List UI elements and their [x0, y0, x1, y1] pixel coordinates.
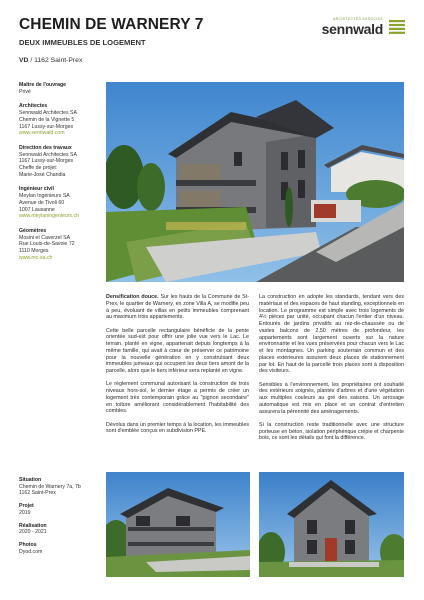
paragraph-text: Sur les hauts de la Commune de St-Prex, le quartier de Warnery, en zone Villa A, se modifie peu à peu, évoluant de villas en petits immeubles comprenant au maximum trois appartements. [106, 294, 249, 321]
body-column-2 [259, 294, 404, 449]
credit-heading: Ingénieur civil [19, 186, 54, 193]
secondary-building-photo-left [106, 472, 250, 577]
credit-line: Privé [19, 88, 31, 95]
credit-line: 1110 Morges [19, 248, 49, 255]
sennwald-logo [289, 17, 409, 41]
paragraph [259, 382, 404, 416]
credit-line: Avenue de Tivoli 60 [19, 199, 65, 206]
logo-mark-icon [389, 20, 405, 34]
building-front-image [259, 472, 404, 577]
credit-line: 1167 Lussy-sur-Morges [19, 158, 74, 165]
engineer-website-link[interactable]: www.meylaningenieurs.ch [19, 213, 79, 220]
fact-line: 2019 [19, 509, 31, 516]
credit-line: Cheffe de projet: [19, 165, 58, 172]
paragraph [259, 422, 404, 442]
credit-line: 1167 Lussy-sur-Morges [19, 123, 74, 130]
credits-sidebar [19, 82, 101, 269]
page-subtitle: DEUX IMMEUBLES DE LOGEMENT [19, 38, 146, 47]
fact-projet [19, 503, 101, 516]
locality: / 1162 Saint-Prex [30, 57, 83, 64]
credit-line: 1007 Lausanne [19, 206, 55, 213]
fact-line: 2020 - 2021 [19, 529, 47, 536]
credit-heading: Direction des travaux [19, 144, 72, 151]
fact-line: Dyod.com [19, 548, 43, 555]
credit-direction [19, 145, 101, 179]
project-location [19, 57, 82, 64]
paragraph-text: La construction en adopte les standards, tendant vers des matériaux et des espaces de haut standing, exceptionnels en location. Le programme est simple avec trois logements de 4½ pièces par unité, occupant chacun l'entier d'un niveau. Entourés de jardins privatifs au rez-de-chaussée ou de vastes balcons de 2,50 mètres de profondeur, les appartements sont largement ouverts sur la nature environnante et les vues préservées pour chacun vers le Lac et les montagnes. Un parking souterrain commun et des places extérieures assurent deux places de stationnement par lot. En haut de la parcelle trois places sont à disposition des visiteurs. [259, 294, 404, 375]
paragraph-lead: Densification douce. [106, 294, 159, 300]
paragraph [106, 422, 249, 436]
facts-sidebar [19, 477, 101, 561]
page-title: CHEMIN DE WARNERY 7 [19, 16, 204, 33]
credit-geometres [19, 228, 101, 262]
paragraph-text: Le règlement communal autorisant la construction de trois niveaux hors-sol, le dernier étage a permis de créer un logement très contemporain grâce au "pignon secondaire" en toiture améliorant considérablement l'habitabilité des combles. [106, 381, 249, 415]
credit-line: Rue Louis-de-Savoie 72 [19, 241, 75, 248]
paragraph-text: Cette belle parcelle rectangulaire bénéficie de la pente orientée sud-est pour offrir une jolie vue vers le Lac. Le terrain, planté en vigne, appartenait depuis longtemps à la même famille, qui avait à cœur de préserver ce patrimoine pour la nouvelle génération en y construisant deux immeubles jumeaux qui occupent les deux tiers amont de la parcelle, alors que le tiers inférieur sera replanté en vigne. [106, 327, 249, 374]
credit-architectes [19, 103, 101, 137]
fact-situation [19, 477, 101, 497]
credit-maitre [19, 82, 101, 95]
paragraph [259, 294, 404, 375]
building-side-image [106, 472, 250, 577]
paragraph [106, 381, 249, 415]
paragraph [106, 328, 249, 375]
fact-realisation [19, 523, 101, 536]
building-exterior-image [106, 82, 404, 282]
credit-heading: Géomètres [19, 227, 47, 234]
fact-heading: Projet [19, 503, 34, 510]
fact-line: 1162 Saint-Prex [19, 490, 56, 497]
fact-heading: Réalisation [19, 522, 47, 529]
credit-line: Chemin de la Vignette 5 [19, 116, 75, 123]
paragraph-text: Si la construction reste traditionnelle avec une structure porteuse en béton, isolation périphérique crépie et charpente bois, ce sont les détails qui font la différence. [259, 421, 404, 442]
page-header [19, 13, 409, 71]
body-column-1 [106, 294, 249, 442]
credit-line: Sennwald Architectes SA [19, 110, 77, 117]
credit-line: Mosini et Caverzel SA [19, 234, 71, 241]
paragraph-text: Sensibles à l'environnement, les propriétaires ont souhaité des extérieurs soignés, plantés d'arbres et d'une végétation aux multiples couleurs au gré des saisons. Un arrosage automatique est mis en place et un contrat d'entretien assurera la pérennité des aménagements. [259, 381, 404, 415]
credit-line: Marie-José Chandia [19, 171, 66, 178]
secondary-building-photo-right [259, 472, 404, 577]
fact-heading: Situation [19, 477, 42, 483]
credit-heading: Maître de l'ouvrage [19, 82, 67, 88]
credit-heading: Architectes [19, 103, 48, 110]
credit-line: Meylan Ingénieurs SA [19, 193, 70, 200]
main-building-photo [106, 82, 404, 282]
logo-tagline: ARCHITECTES ASSOCIES [332, 17, 383, 21]
fact-photos [19, 542, 101, 555]
canton-code: VD [19, 57, 29, 64]
fact-line: Chemin de Warnery 7a, 7b [19, 483, 81, 490]
logo-wordmark: sennwald [321, 21, 383, 37]
architect-website-link[interactable]: www.sennwald.com [19, 130, 65, 137]
credit-ingenieur [19, 186, 101, 220]
fact-heading: Photos [19, 541, 37, 548]
credit-line: Sennwald Architectes SA [19, 151, 77, 158]
surveyor-website-link[interactable]: www.mc-sa.ch [19, 254, 53, 261]
paragraph-text: Dévolus dans un premier temps à la location, les immeubles sont d'emblée conçus en subdivision PPE. [106, 421, 249, 435]
paragraph [106, 294, 249, 321]
